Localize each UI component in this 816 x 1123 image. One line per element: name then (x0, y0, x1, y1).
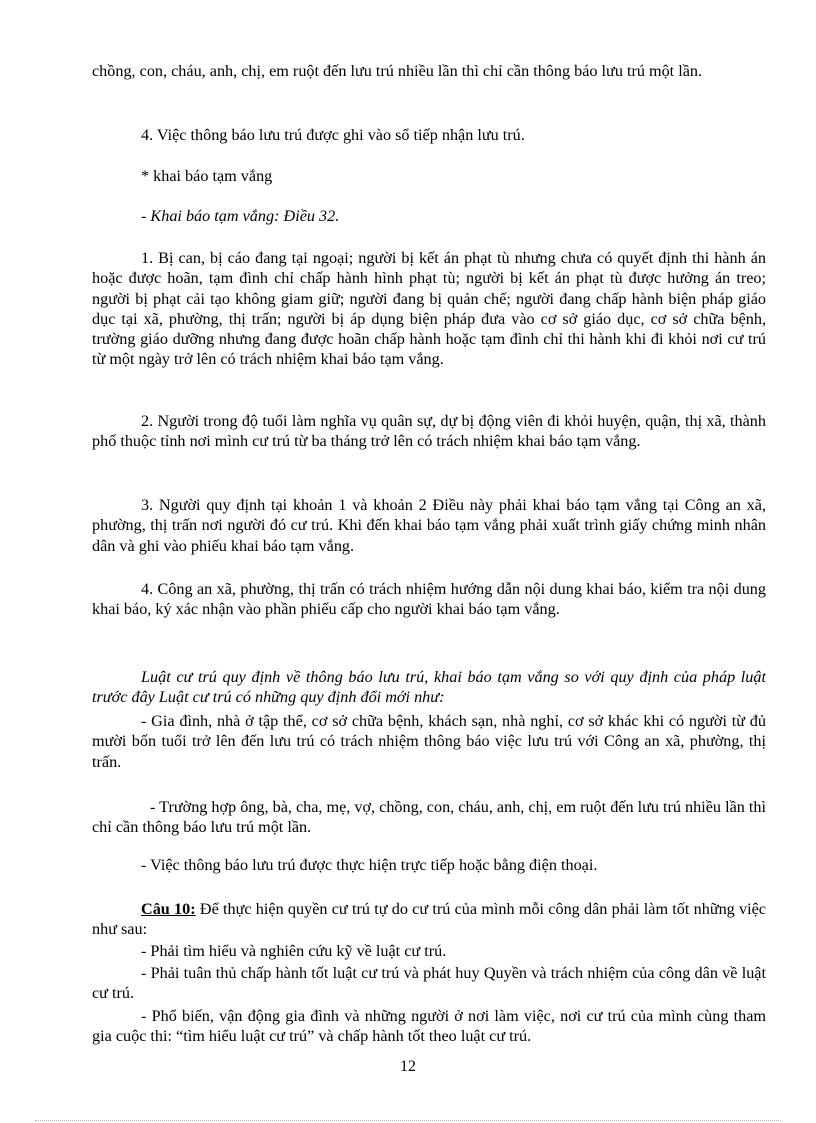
question-10-point-1: - Phải tìm hiểu và nghiên cứu kỹ về luật cư trú. (141, 942, 447, 960)
page-bottom-divider (35, 1120, 781, 1121)
question-10-point-2: - Phải tuân thủ chấp hành tốt luật cư trú và phát huy Quyền và trách nhiệm của công dân về luật cư trú. (92, 964, 766, 1003)
question-10-label: Câu 10: (141, 900, 196, 918)
comparison-point-phone: - Việc thông báo lưu trú được thực hiện trực tiếp hoặc bằng điện thoại. (141, 856, 598, 874)
article-32-clause-4: 4. Công an xã, phường, thị trấn có trách nhiệm hướng dẫn nội dung khai báo, kiểm tra nội dung khai báo, ký xác nhận vào phần phiếu cấp cho người khai báo tạm vắng. (92, 580, 766, 619)
question-10-point-3: - Phổ biến, vận động gia đình và những người ở nơi làm việc, nơi cư trú của mình cùng tham gia cuộc thi: “tìm hiểu luật cư trú” và chấp hành tốt theo luật cư trú. (92, 1007, 766, 1046)
article-32-clause-2: 2. Người trong độ tuổi làm nghĩa vụ quân sự, dự bị động viên đi khỏi huyện, quận, thị xã, thành phố thuộc tỉnh nơi mình cư trú từ ba tháng trở lên có trách nhiệm khai báo tạm vắng. (92, 412, 766, 451)
comparison-point-household: - Gia đình, nhà ở tập thể, cơ sở chữa bệnh, khách sạn, nhà nghỉ, cơ sở khác khi có người từ đủ mười bốn tuổi trở lên đến lưu trú có trách nhiệm thông báo việc lưu trú với Công an xã, phường, thị trấn. (92, 712, 766, 771)
paragraph-item-4-lodging: 4. Việc thông báo lưu trú được ghi vào sổ tiếp nhận lưu trú. (141, 126, 525, 144)
article-32-heading: - Khai báo tạm vắng: Điều 32. (141, 207, 340, 225)
comparison-intro: Luật cư trú quy định về thông báo lưu trú, khai báo tạm vắng so với quy định của pháp luật trước đây Luật cư trú có những quy định đổi mới như: (92, 668, 766, 707)
question-10-paragraph (92, 899, 766, 940)
question-10-text: Để thực hiện quyền cư trú tự do cư trú của mình mỗi công dân phải làm tốt những việc như sau: (92, 900, 766, 939)
section-heading-temporary-absence: * khai báo tạm vắng (141, 167, 273, 185)
page-number: 12 (400, 1058, 416, 1075)
paragraph-continuation: chồng, con, cháu, anh, chị, em ruột đến lưu trú nhiều lần thì chỉ cần thông báo lưu trú một lần. (92, 62, 703, 80)
article-32-clause-3: 3. Người quy định tại khoản 1 và khoản 2 Điều này phải khai báo tạm vắng tại Công an xã, phường, thị trấn nơi người đó cư trú. Khi đến khai báo tạm vắng phải xuất trình giấy chứng minh nhân dân và ghi vào phiếu khai báo tạm vắng. (92, 496, 766, 555)
comparison-point-relatives: - Trường hợp ông, bà, cha, mẹ, vợ, chồng, con, cháu, anh, chị, em ruột đến lưu trú nhiều lần thì chỉ cần thông báo lưu trú một lần. (92, 798, 766, 837)
article-32-clause-1: 1. Bị can, bị cáo đang tại ngoại; người bị kết án phạt tù nhưng chưa có quyết định thi hành án hoặc được hoãn, tạm đình chỉ chấp hành hình phạt tù; người bị kết án phạt tù được hưởng án treo; người bị phạt cải tạo không giam giữ; người đang bị quản chế; người đang chấp hành biện pháp giáo dục tại xã, phường, thị trấn; người bị áp dụng biện pháp đưa vào cơ sở giáo dục, cơ sở chữa bệnh, trường giáo dưỡng nhưng đang được hoãn chấp hành hoặc tạm đình chỉ thi hành khi đi khỏi nơi cư trú từ một ngày trở lên có trách nhiệm khai báo tạm vắng. (92, 249, 766, 369)
